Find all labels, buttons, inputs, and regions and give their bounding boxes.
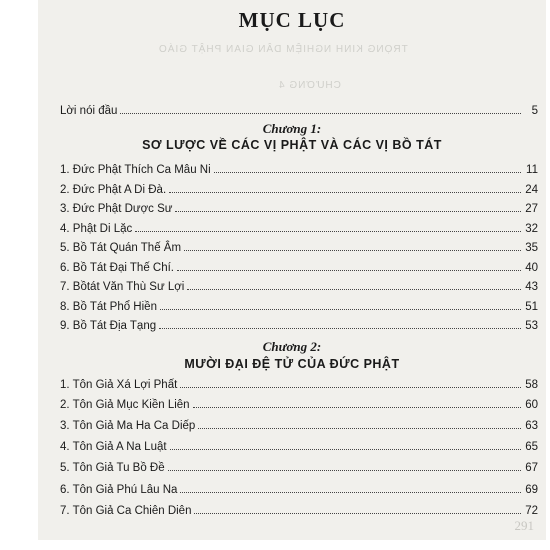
toc-page: 60 [525, 399, 538, 411]
toc-row [60, 416, 538, 432]
dot-leader [160, 309, 521, 310]
toc-page: 58 [525, 379, 538, 391]
toc-page: 51 [525, 301, 538, 313]
chapter-heading: Chương 1: [262, 121, 322, 136]
toc-label: 4. Tôn Giả A Na Luật [60, 441, 167, 453]
toc-row [60, 160, 538, 176]
dot-leader [175, 211, 521, 212]
toc-label: 5. Tôn Giả Tu Bồ Đề [60, 462, 165, 474]
toc-page: 11 [526, 164, 538, 176]
page-number: 291 [514, 518, 534, 533]
bleed-through-text: CHƯƠNG 4 [278, 80, 341, 91]
page-title: MỤC LỤC [238, 8, 346, 32]
toc-page: 43 [525, 281, 538, 293]
toc-label: 8. Bồ Tát Phổ Hiền [60, 301, 157, 313]
dot-leader [170, 449, 521, 450]
dot-leader [177, 270, 521, 271]
toc-row [60, 316, 538, 332]
toc-page: 63 [525, 420, 538, 432]
dot-leader [214, 172, 521, 173]
toc-row [60, 395, 538, 411]
toc-row-preface [60, 101, 538, 117]
book-page [38, 0, 546, 540]
toc-row [60, 375, 538, 391]
toc-label: 9. Bồ Tát Địa Tạng [60, 320, 157, 332]
toc-page: 67 [525, 462, 538, 474]
toc-label: 3. Đức Phật Dược Sư [60, 203, 173, 215]
dot-leader [194, 513, 521, 514]
toc-label: 3. Tôn Giả Ma Ha Ca Diếp [60, 420, 196, 432]
dot-leader [198, 428, 521, 429]
toc-row [60, 219, 538, 235]
toc-label: 4. Phật Di Lặc [60, 223, 133, 235]
dot-leader [120, 113, 521, 114]
dot-leader [193, 407, 521, 408]
toc-page: 69 [525, 484, 538, 496]
toc-label: 6. Tôn Giả Phú Lâu Na [60, 484, 178, 496]
toc-label: 1. Đức Phật Thích Ca Mâu Ni [60, 164, 211, 176]
toc-label: 2. Tôn Giả Mục Kiền Liên [60, 399, 190, 411]
toc-page: 32 [525, 223, 538, 235]
toc-row [60, 258, 538, 274]
toc-row [60, 458, 538, 474]
toc-row [60, 437, 538, 453]
toc-page: 35 [525, 242, 538, 254]
toc-row [60, 238, 538, 254]
toc-row [60, 199, 538, 215]
chapter-heading: Chương 2: [262, 339, 322, 354]
toc-label: 2. Đức Phật A Di Đà. [60, 184, 167, 196]
chapter-subtitle: MƯỜI ĐẠI ĐỆ TỬ CỦA ĐỨC PHẬT [184, 357, 400, 371]
toc-page: 5 [531, 105, 538, 117]
toc-row [60, 297, 538, 313]
toc-page: 24 [525, 184, 538, 196]
toc-page: 65 [525, 441, 538, 453]
dot-leader [135, 231, 521, 232]
toc-row [60, 480, 538, 496]
toc-row [60, 501, 538, 517]
dot-leader [169, 192, 521, 193]
toc-label: 6. Bồ Tát Đại Thế Chí. [60, 262, 174, 274]
dot-leader [180, 492, 521, 493]
toc-row [60, 180, 538, 196]
dot-leader [180, 387, 521, 388]
dot-leader [168, 470, 521, 471]
toc-label: 1. Tôn Giả Xá Lợi Phất [60, 379, 178, 391]
dot-leader [184, 250, 521, 251]
toc-page: 72 [525, 505, 538, 517]
bleed-through-text: TRỌNG KINH NGHIỆM DÂN GIAN PHẬT GIÁO [158, 44, 408, 55]
dot-leader [187, 289, 521, 290]
toc-label: 7. Tôn Giả Ca Chiên Diên [60, 505, 192, 517]
toc-row [60, 277, 538, 293]
toc-label: 5. Bồ Tát Quán Thế Âm [60, 242, 182, 254]
toc-page: 40 [525, 262, 538, 274]
toc-label: 7. Bồtát Văn Thù Sư Lợi [60, 281, 185, 293]
dot-leader [159, 328, 521, 329]
chapter-subtitle: SƠ LƯỢC VỀ CÁC VỊ PHẬT VÀ CÁC VỊ BỒ TÁT [142, 138, 442, 152]
toc-label: Lời nói đầu [60, 105, 118, 117]
toc-page: 53 [525, 320, 538, 332]
toc-page: 27 [525, 203, 538, 215]
